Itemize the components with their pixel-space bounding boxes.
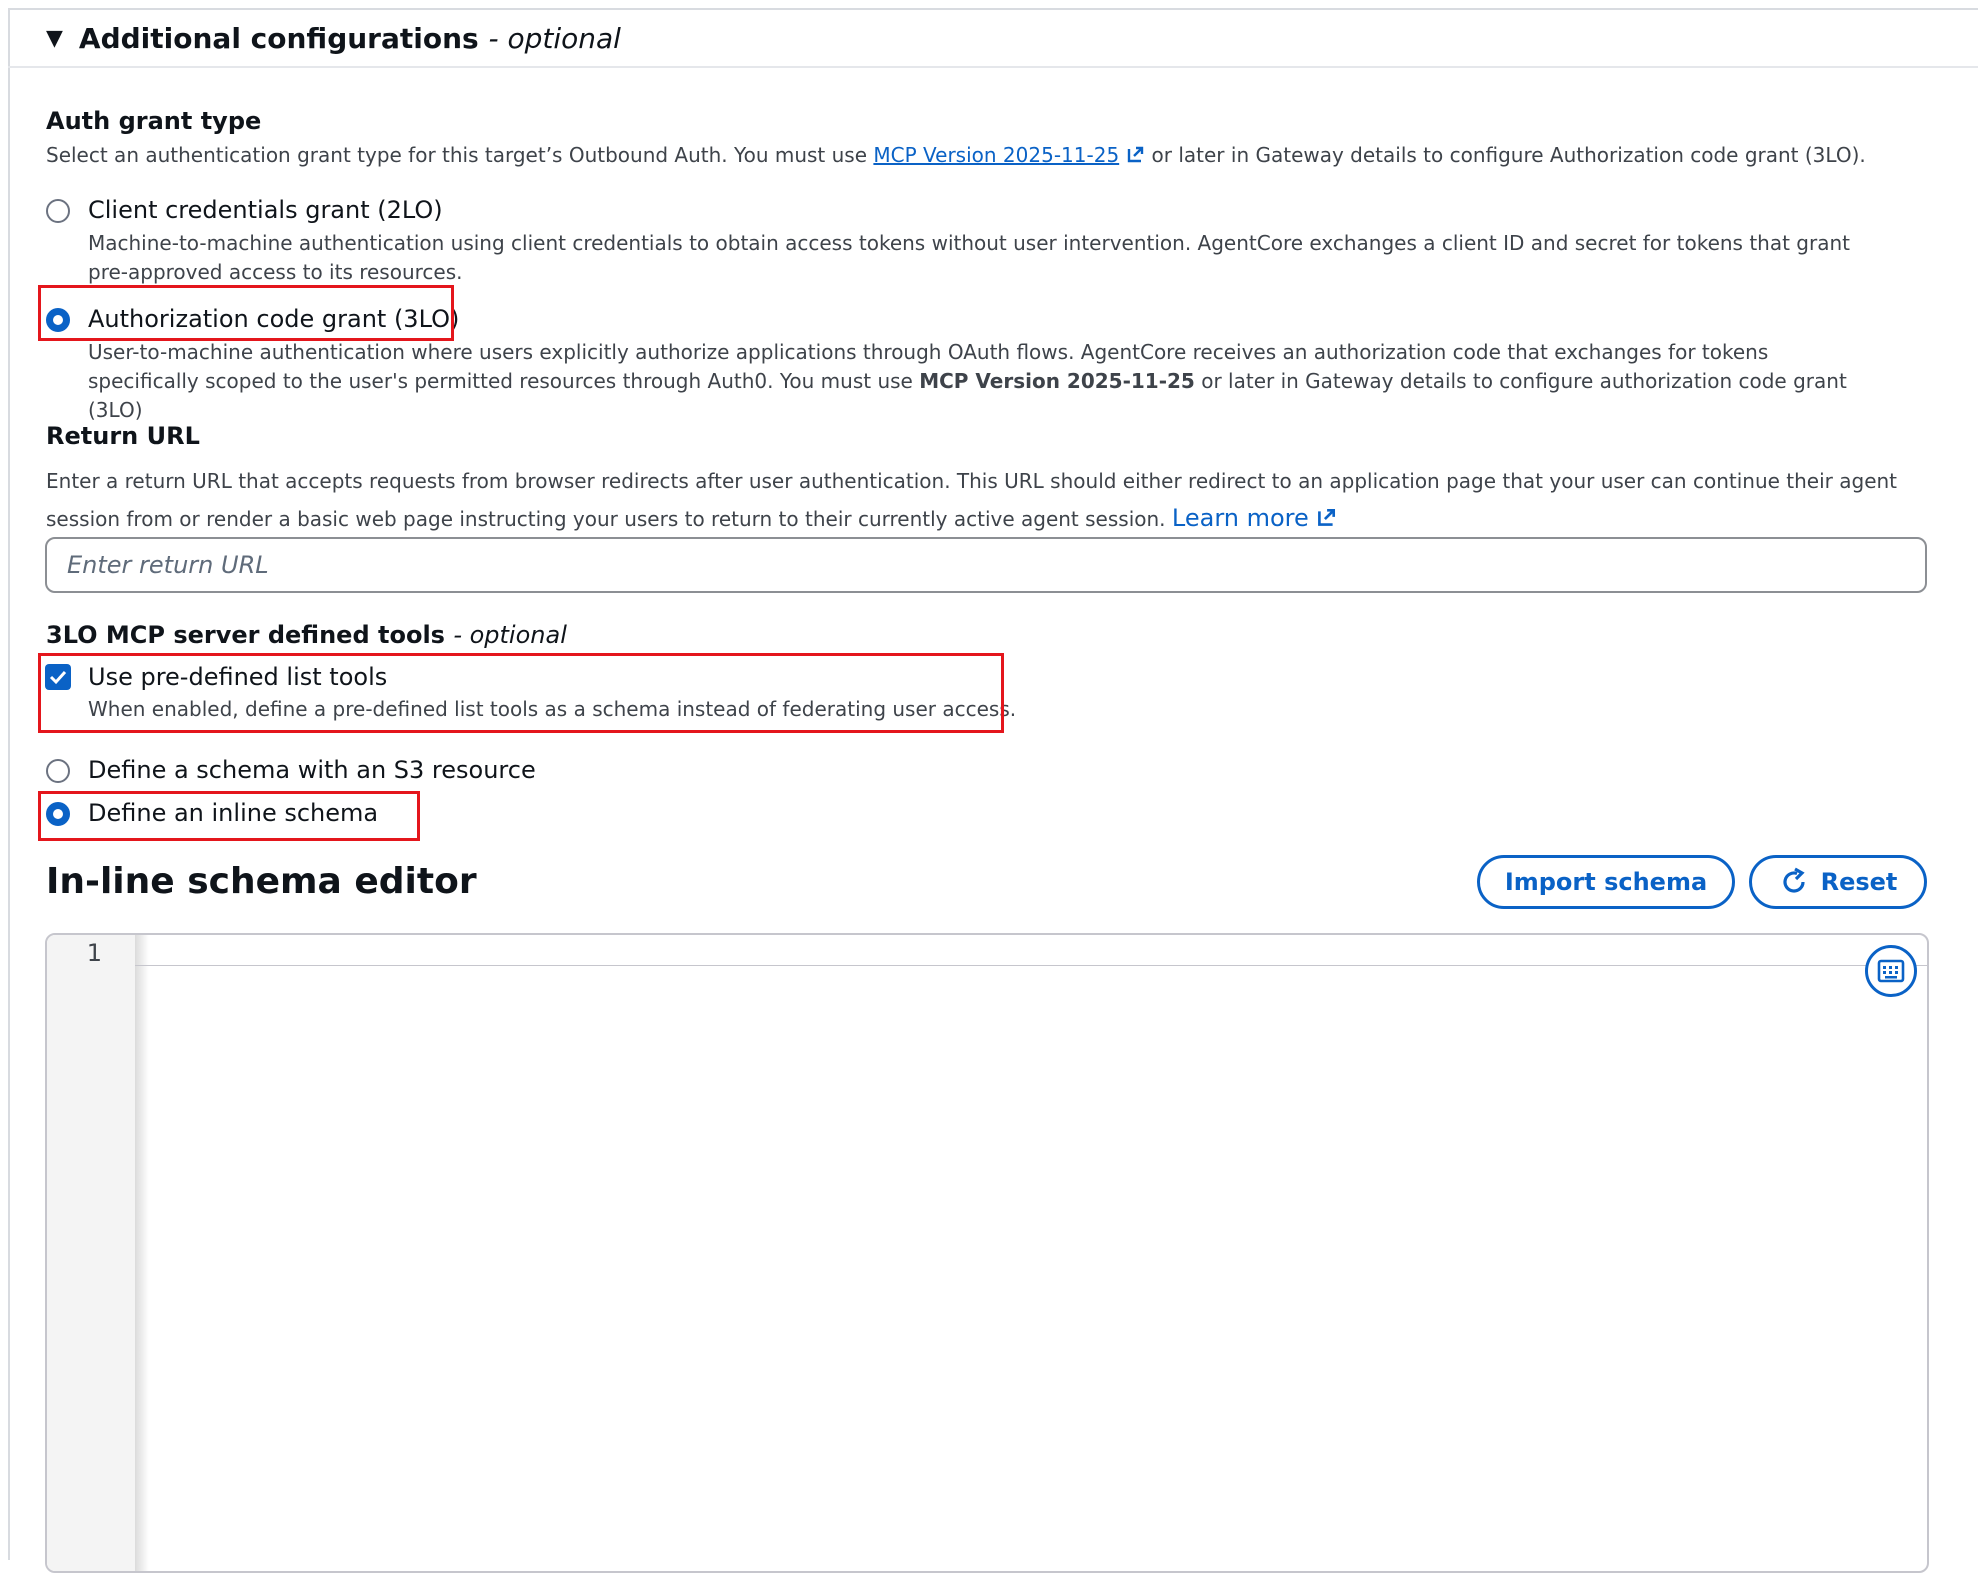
gutter-shadow [135,935,149,1571]
reset-label: Reset [1820,868,1898,896]
option-3lo-label: Authorization code grant (3LO) [88,305,460,333]
caret-down-icon: ▼ [46,26,63,51]
radio-client-credentials[interactable] [46,199,70,223]
predefined-tools-desc: When enabled, define a pre-defined list tools as a schema instead of federating user access. [88,697,1017,721]
tools-label-text: 3LO MCP server defined tools [46,621,445,649]
keyboard-shortcuts-button[interactable] [1865,945,1917,997]
section-optional: - optional [488,22,621,55]
auth-grant-desc-after: or later in Gateway details to configure Authorization code grant (3LO). [1151,143,1866,167]
import-schema-label: Import schema [1504,868,1708,896]
schema-code-editor[interactable] [45,933,1929,1573]
s3-schema-label: Define a schema with an S3 resource [88,756,536,784]
container-top-border [8,8,1978,10]
return-url-desc [46,463,1936,538]
tools-optional: - optional [453,621,567,649]
return-url-desc-text: Enter a return URL that accepts requests from browser redirects after user authentication. This URL should either redirect to an application page that your user can continue their agent session from or render a basic web page instructing your users to return to their currently active agent session. [46,469,1898,531]
option-3lo-desc-bold: MCP Version 2025-11-25 [919,369,1195,393]
learn-more-text: Learn more [1171,504,1309,532]
header-divider [8,66,1978,68]
tools-label [46,621,567,649]
highlight-box-tools [38,653,1004,733]
option-3lo-desc [88,338,1878,425]
line-number: 1 [86,939,102,967]
import-schema-button[interactable] [1477,855,1735,909]
option-2lo-desc: Machine-to-machine authentication using client credentials to obtain access tokens without user intervention. AgentCore exchanges a client ID and secret for tokens that grant pre-approved access to its resources. [88,231,1850,284]
learn-more-link[interactable] [1172,504,1337,532]
auth-grant-label: Auth grant type [46,107,262,135]
section-title: Additional configurations [78,22,479,55]
keyboard-icon [1877,958,1905,984]
option-2lo-label: Client credentials grant (2LO) [88,196,443,224]
radio-s3-schema[interactable] [46,759,70,783]
editor-title: In-line schema editor [46,861,477,902]
option-3lo-desc-text: User-to-machine authentication where users explicitly authorize applications through OAuth flows. AgentCore receives an authorization code that exchanges for tokens specifically scoped to the user's permitted resources through Auth0. You must use [88,340,1769,393]
mcp-version-link[interactable] [873,143,1145,167]
return-url-input[interactable] [45,537,1927,593]
reset-button[interactable] [1749,855,1927,909]
external-link-icon [1315,507,1337,529]
auth-grant-desc [46,141,1866,170]
highlight-box-inline [38,791,420,841]
active-line [135,935,1927,966]
mcp-version-link-text: MCP Version 2025-11-25 [873,143,1120,167]
container-left-border [8,8,10,1560]
refresh-icon [1779,867,1809,897]
editor-gutter [47,935,135,1571]
additional-config-toggle[interactable] [46,22,621,55]
external-link-icon [1125,145,1145,165]
option-3lo-desc-after: or later in Gateway details to configure authorization code grant (3LO) [88,369,1847,422]
auth-grant-desc-text: Select an authentication grant type for this target’s Outbound Auth. You must use [46,143,868,167]
inline-schema-label: Define an inline schema [88,799,379,827]
return-url-label: Return URL [46,422,200,450]
predefined-tools-label: Use pre-defined list tools [88,663,388,691]
highlight-box-3lo [38,285,454,341]
